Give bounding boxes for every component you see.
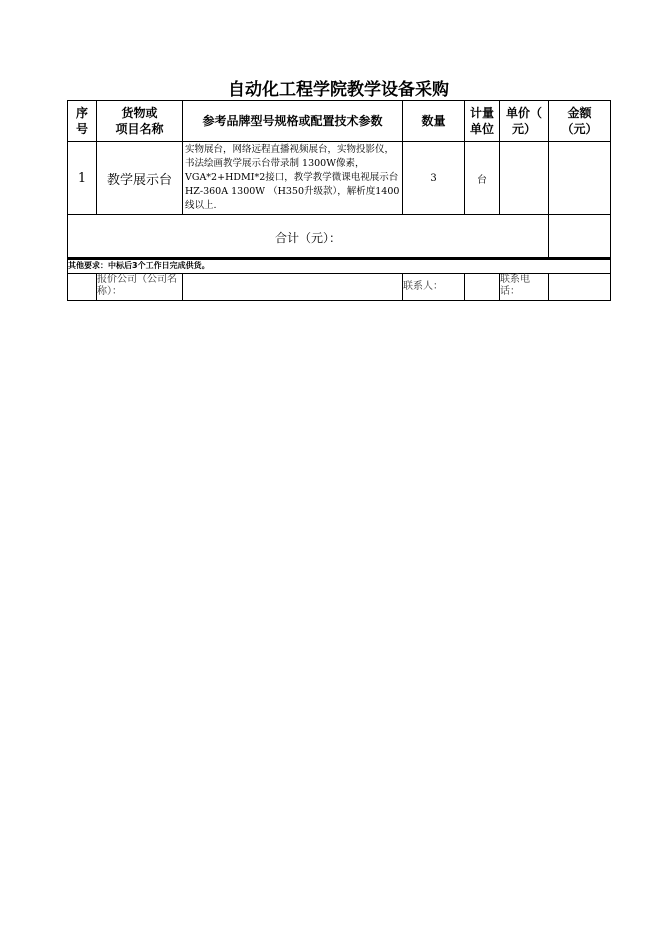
cell-qty: 3 xyxy=(403,142,465,215)
header-item: 货物或 项目名称 xyxy=(97,101,183,142)
contact-row xyxy=(68,273,611,300)
total-row xyxy=(68,215,611,260)
requirements-row xyxy=(68,258,611,273)
cell-unit: 台 xyxy=(465,142,500,215)
contact-blank-cell xyxy=(68,273,97,300)
cell-item-name: 教学展示台 xyxy=(97,142,183,215)
requirements-note: 其他要求：中标后3个工作日完成供货。 xyxy=(68,258,611,273)
total-amount-cell[interactable] xyxy=(549,215,611,260)
header-spec: 参考品牌型号规格或配置技术参数 xyxy=(183,101,403,142)
header-seq: 序 号 xyxy=(68,101,97,142)
cell-price[interactable] xyxy=(500,142,549,215)
page-title: 自动化工程学院教学设备采购 xyxy=(228,80,449,100)
header-unit: 计量 单位 xyxy=(465,101,500,142)
total-label: 合计（元）： xyxy=(68,215,549,260)
header-price: 单价（ 元） xyxy=(500,101,549,142)
cell-seq: 1 xyxy=(68,142,97,215)
table-row xyxy=(68,142,611,215)
footer-table xyxy=(67,257,611,301)
cell-amount[interactable] xyxy=(549,142,611,215)
header-qty: 数量 xyxy=(403,101,465,142)
contact-phone-value-cell[interactable] xyxy=(549,273,611,300)
procurement-table xyxy=(67,100,611,260)
company-value-cell[interactable] xyxy=(183,273,403,300)
cell-spec: 实物展台，网络远程直播视频展台，实物投影仪，书法绘画教学展示台带录制 1300W像素，VGA*2+HDMI*2接口，教学教学微课电视展示台 HZ-360A 1300W （H350升级款），解析度1400线以上. xyxy=(183,142,403,215)
contact-phone-label: 联系电话： xyxy=(500,273,549,300)
contact-person-value-cell[interactable] xyxy=(465,273,500,300)
company-label: 报价公司（公司名称）： xyxy=(97,273,183,300)
contact-person-label: 联系人： xyxy=(403,273,465,300)
table-header-row xyxy=(68,101,611,142)
header-amount: 金额 （元） xyxy=(549,101,611,142)
